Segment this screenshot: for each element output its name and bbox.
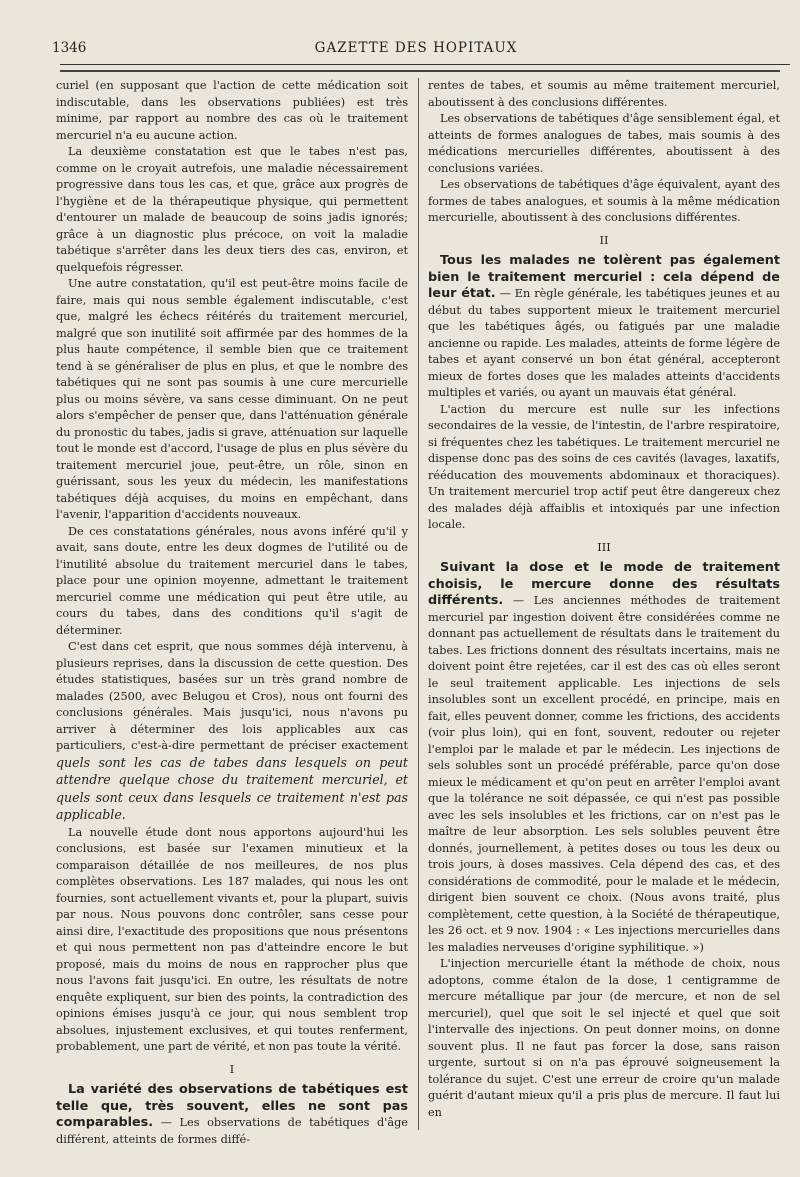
paragraph-text: — Les anciennes méthodes de traitement mercuriel par ingestion doivent être considérées comme ne donnant pas actuellement de résultats dans le traitement du tabes. Les frictions donnent des résultats incertains, mais ne doivent point être rejetées, car il est des cas où elles seront le seul traitement applicable. Les injections de sels insolubles sont un excellent procédé, en principe, mais en fait, elles peuvent donner, comme les frictions, des accidents (voir plus loin), qui en font, souvent, redouter ou rejeter l'emploi par le malade et par le médecin. Les injections de sels solubles sont un procédé préférable, parce qu'on dose mieux le médicament et qu'on peut en arrêter l'emploi avant que la tolérance ne soit dépassée, ce qui n'est pas possible avec les sels insolubles et les frictions, car on n'est pas le maître de leur absorption. Les sels solubles peuvent être donnés, journellement, à petites doses ou tous les deux ou trois jours, à doses massives. Cela dépend des cas, et des considérations de commodité, pour le malade et le médecin, dirigent bien souvent ce choix. (Nous avons traité, plus complètement, cette question, à la Société de thérapeutique, les 26 oct. et 9 nov. 1904 : « Les injections mercurielles dans les maladies nerveuses d'origine syphilitique. »): [428, 594, 780, 954]
paragraph: L'action du mercure est nulle sur les infections secondaires de la vessie, de l'intestin, de l'arbre respiratoire, si fréquentes chez les tabétiques. Le traitement mercuriel ne dispense donc pas des soins de ces cavités (lavages, laxatifs, rééducation des mouvements abdominaux et thoraciques). Un traitement mercuriel trop actif peut être dangereux chez des malades déjà affaiblis et intoxiqués par une infection locale.: [428, 402, 780, 531]
paragraph: La deuxième constatation est que le tabes n'est pas, comme on le croyait autrefois, une maladie nécessairement progressive dans tous les cas, et que, grâce aux progrès de l'hygiène et de la thérapeutique physique, qui permettent d'entourer un malade de beaucoup de soins jadis ignorés; grâce à un diagnostic plus précoce, on voit la maladie tabétique s'arrêter dans les deux tiers des cas, environ, et quelquefois régresser.: [56, 145, 408, 274]
paragraph: Une autre constatation, qu'il est peut-être moins facile de faire, mais qui nous semble également indiscutable, c'est que, malgré les échecs réitérés du traitement mercuriel, malgré que son inutilité soit affirmée par des hommes de la plus haute compétence, il semble bien que ce traitement tend à se généraliser de plus en plus, et que le nombre des tabétiques qui ne sont pas soumis à une cure mercurielle plus ou moins sévère, va sans cesse diminuant. On ne peut alors s'empêcher de penser que, dans l'atténuation générale du pronostic du tabes, jadis si grave, atténuation sur laquelle tout le monde est d'accord, l'usage de plus en plus sévère du traitement mercuriel joue, peut-être, un rôle, sinon en guérissant, sous les yeux du médecin, les manifestations tabétiques déjà acquises, du moins en empêchant, dans l'avenir, l'apparition d'accidents nouveaux.: [56, 277, 408, 521]
left-column: [56, 78, 408, 1148]
paragraph: De ces constatations générales, nous avons inféré qu'il y avait, sans doute, entre les deux dogmes de l'utilité ou de l'inutilité absolue du traitement mercuriel dans le tabes, place pour une opinion moyenne, admettant le traitement mercuriel comme une médication qui peut être utile, au cours du tabes, dans des conditions qu'il s'agit de déterminer.: [56, 524, 408, 637]
right-column: [428, 78, 780, 1121]
paragraph: L'injection mercurielle étant la méthode de choix, nous adoptons, comme étalon de la dose, 1 centigramme de mercure métallique par jour (de mercure, et non de sel mercuriel), quel que soit le sel injecté et quel que soit l'intervalle des injections. On peut donner moins, on donne souvent plus. Il ne faut pas forcer la dose, sans raison urgente, surtout si on n'a pas éprouvé soigneusement la tolérance du sujet. C'est une erreur de croire qu'un malade guérit d'autant mieux qu'il a pris plus de mercure. Il faut lui en: [428, 957, 780, 1119]
paragraph: [56, 1082, 408, 1148]
paragraph: rentes de tabes, et soumis au même traitement mercuriel, aboutissent à des conclusions différentes.: [428, 79, 780, 109]
column-divider: [418, 78, 419, 1130]
paragraph: [428, 560, 780, 956]
page-number: 1346: [52, 40, 87, 56]
section-heading: La variété des observations de tabétiques est telle que, très souvent, elles ne sont pas comparables.: [56, 1082, 408, 1130]
paragraph: curiel (en supposant que l'action de cette médication soit indiscutable, dans les observations publiées) est très minime, par rapport au nombre des cas où le traitement mercuriel n'a eu aucune action.: [56, 79, 408, 142]
paragraph-text: C'est dans cet esprit, que nous sommes déjà intervenu, à plusieurs reprises, dans la discussion de cette question. Des études statistiques, basées sur un très grand nombre de malades (2500, avec Belugou et Cros), nous ont fourni des conclusions générales. Mais jusqu'ici, nous n'avons pu arriver à déterminer des lois applicables aux cas particuliers, c'est-à-dire permettant de préciser exactement: [56, 640, 408, 752]
paragraph: [56, 639, 408, 825]
section-heading: Suivant la dose et le mode de traitement choisis, le mercure donne des résultats différents.: [428, 560, 780, 608]
paragraph: Les observations de tabétiques d'âge équivalent, ayant des formes de tabes analogues, et soumis à la même médication mercurielle, aboutissent à des conclusions différentes.: [428, 178, 780, 224]
section-numeral: II: [599, 233, 609, 247]
running-header: [52, 40, 780, 62]
header-rule-thick: [60, 70, 780, 72]
paragraph: La nouvelle étude dont nous apportons aujourd'hui les conclusions, est basée sur l'examen minutieux et la comparaison détaillée de nos meilleures, de nos plus complètes observations. Les 187 malades, qui nous les ont fournies, sont actuellement vivants et, pour la plupart, suivis par nous. Nous pouvons donc contrôler, sans cesse pour ainsi dire, l'exactitude des propositions que nous présentons et qui nous permettent non pas d'atteindre encore le but proposé, mais du moins de nous en rapprocher plus que nous l'avons fait jusqu'ici. En outre, les résultats de notre enquête expliquent, sur bien des points, la contradiction des opinions émises jusqu'à ce jour, qui nous semblent trop absolues, injustement exclusives, et qui toutes renferment, probablement, une part de vérité, et non pas toute la vérité.: [56, 825, 408, 1053]
section-heading: Tous les malades ne tolèrent pas également bien le traitement mercuriel : cela dépend de leur état.: [428, 253, 780, 301]
italic-text: quels sont les cas de tabes dans lesquels on peut attendre quelque chose du traitement mercuriel, et quels sont ceux dans lesquels ce traitement n'est pas applicable.: [56, 754, 408, 822]
paragraph: Les observations de tabétiques d'âge sensiblement égal, et atteints de formes analogues de tabes, mais soumis à des médications mercurielles différentes, aboutissent à des conclusions variées.: [428, 112, 780, 175]
section-numeral: I: [229, 1062, 235, 1076]
journal-title: GAZETTE DES HOPITAUX: [314, 40, 518, 56]
section-numeral: III: [597, 540, 611, 554]
paragraph-text: — Les observations de tabétiques d'âge différent, atteints de formes diffé-: [56, 1116, 408, 1146]
paragraph: [428, 253, 780, 402]
header-rule: [60, 64, 790, 65]
paragraph-text: — En règle générale, les tabétiques jeunes et au début du tabes supportent mieux le traitement mercuriel que les tabétiques âgés, ou fatigués par une maladie ancienne ou rapide. Les malades, atteints de forme légère de tabes et ayant conservé un bon état général, accepteront mieux de fortes doses que les malades atteints d'accidents multiples et variés, ou ayant un mauvais état général.: [428, 287, 781, 399]
